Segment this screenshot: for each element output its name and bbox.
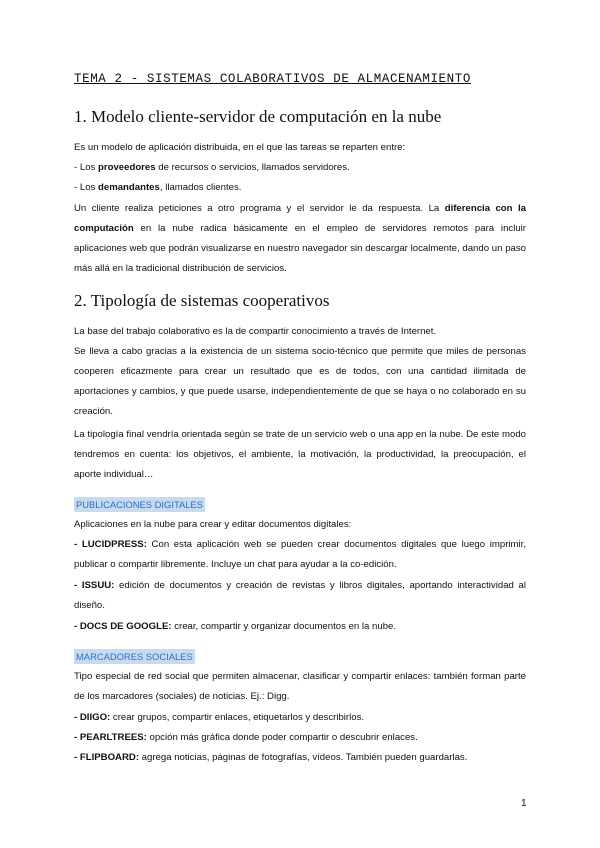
section2-heading: 2. Tipología de sistemas cooperativos	[74, 291, 330, 310]
text: agrega noticias, páginas de fotografías, vídeos. También pueden guardarlas.	[139, 752, 468, 763]
marcadores-item-flipboard	[74, 748, 526, 768]
text: Con esta aplicación web se pueden crear documentos digitales que luego imprimir, publicar o compartir libremente. Incluye un chat para ayudar a la co-edición.	[74, 539, 527, 570]
bold-term: - DIIGO:	[74, 712, 111, 723]
bold-term: demandantes	[98, 182, 160, 193]
section1-intro: Es un modelo de aplicación distribuida, en el que las tareas se reparten entre:	[74, 142, 406, 153]
bold-term: diferencia con la computación	[74, 203, 526, 234]
bold-term: - ISSUU:	[74, 580, 115, 591]
marcadores-intro: Tipo especial de red social que permiten almacenar, clasificar y compartir enlaces: también forman parte de los marcadores (sociales) de noticias. Ej.: Digg.	[74, 671, 526, 702]
bold-term: - FLIPBOARD:	[74, 752, 140, 763]
text: Un cliente realiza peticiones a otro programa y el servidor le da respuesta. La	[74, 203, 445, 214]
text: crear, compartir y organizar documentos en la nube.	[171, 621, 397, 632]
section1-heading: 1. Modelo cliente-servidor de computación en la nube	[74, 107, 442, 126]
section2-p2: Se lleva a cabo gracias a la existencia de un sistema socio-técnico que permite que miles de personas cooperen eficazmente para crear un resultado que es de todos, con una cantidad ilimitada de aportaciones y cambios, y que puede usarse, independientemente de que se haya o no colaborado en su creación.	[74, 346, 526, 417]
section2-p1: La base del trabajo colaborativo es la de compartir conocimiento a través de Internet.	[74, 326, 437, 337]
section1-item-demandantes	[74, 178, 526, 198]
marcadores-item-diigo	[74, 708, 526, 728]
publicaciones-item-docs	[74, 617, 526, 637]
publicaciones-item-lucidpress	[74, 535, 526, 575]
marcadores-item-pearltrees	[74, 728, 526, 748]
publicaciones-item-issuu	[74, 576, 526, 616]
section2-p3: La tipología final vendría orientada según se trate de un servicio web o una app en la nube. De este modo tendremos en cuenta: los objetivos, el ambiente, la motivación, la productividad, la preocupación, el aporte individual…	[74, 429, 526, 480]
section1-paragraph	[74, 199, 526, 279]
text: en la nube radica básicamente en el empleo de servidores remotos para incluir aplicaciones web que podrán visualizarse en nuestro navegador sin descargar localmente, dando un paso más allá en la tradicional distribución de servicios.	[74, 223, 526, 274]
publicaciones-label: PUBLICACIONES DIGITALES	[76, 499, 203, 510]
text: de recursos o servicios, llamados servidores.	[155, 162, 350, 173]
text: , llamados clientes.	[159, 182, 242, 193]
text: opción más gráfica donde poder compartir o descubrir enlaces.	[146, 732, 418, 743]
bold-term: - PEARLTREES:	[74, 732, 147, 743]
text: edición de documentos y creación de revistas y libros digitales, aportando interactividad al diseño.	[74, 580, 526, 611]
publicaciones-intro: Aplicaciones en la nube para crear y editar documentos digitales:	[74, 519, 352, 530]
bold-term: - LUCIDPRESS:	[74, 539, 147, 550]
section1-item-proveedores	[74, 158, 526, 178]
bold-term: proveedores	[98, 162, 156, 173]
text: - Los	[74, 182, 98, 193]
text: crear grupos, compartir enlaces, etiquetarlos y describirlos.	[110, 712, 365, 723]
page-number: 1	[521, 798, 527, 809]
bold-term: - DOCS DE GOOGLE:	[74, 621, 172, 632]
marcadores-label: MARCADORES SOCIALES	[76, 651, 193, 662]
text: - Los	[74, 162, 98, 173]
document-title: TEMA 2 - SISTEMAS COLABORATIVOS DE ALMACENAMIENTO	[74, 72, 471, 86]
